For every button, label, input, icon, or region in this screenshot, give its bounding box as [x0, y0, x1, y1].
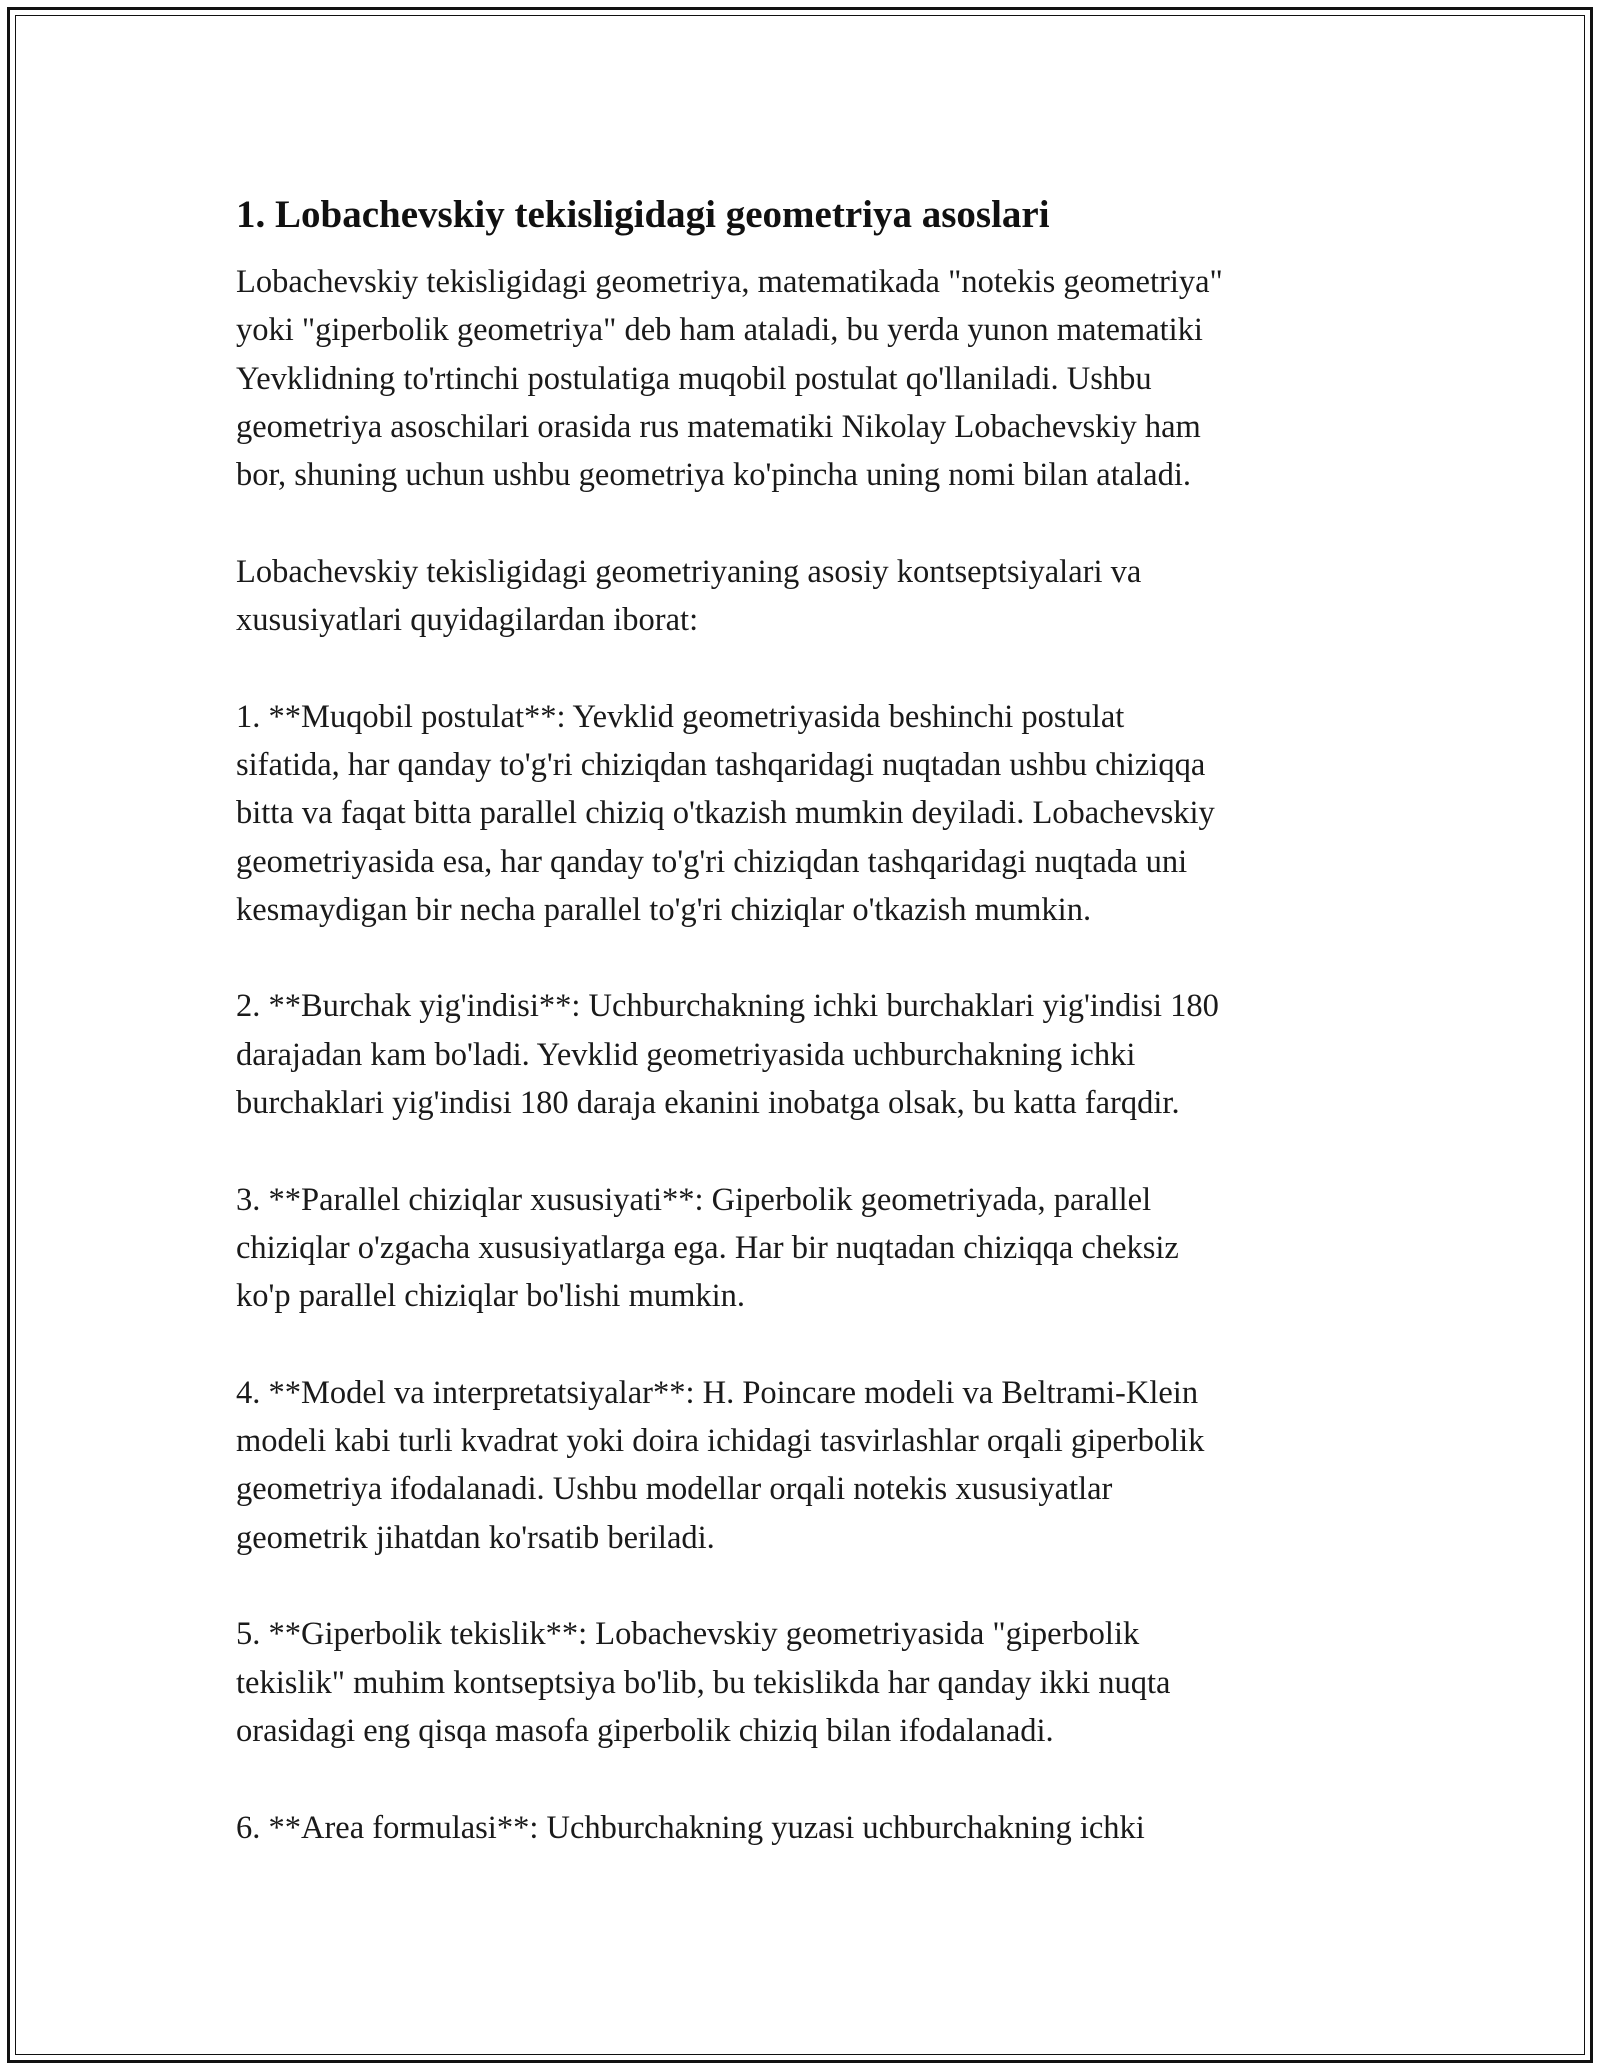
list-item-1: 1. **Muqobil postulat**: Yevklid geometriyasida beshinchi postulat sifatida, har qanday to'g'ri chiziqdan tashqaridagi nuqtadan ushbu chiziqqa bitta va faqat bitta parallel chiziq o'tkazish mumkin deyiladi. Lobachevskiy geometriyasida esa, har qanday to'g'ri chiziqdan tashqaridagi nuqtada uni kesmaydigan bir necha parallel to'g'ri chiziqlar o'tkazish mumkin. [236, 698, 1215, 928]
list-item-5: 5. **Giperbolik tekislik**: Lobachevskiy geometriyasida "giperbolik tekislik" muhim kontseptsiya bo'lib, bu tekislikda har qanday ikki nuqta orasidagi eng qisqa masofa giperbolik chiziq bilan ifodalanadi. [236, 1616, 1171, 1749]
list-item-2: 2. **Burchak yig'indisi**: Uchburchakning ichki burchaklari yig'indisi 180 darajadan kam bo'ladi. Yevklid geometriyasida uchburchakning ichki burchaklari yig'indisi 180 daraja ekanini inobatga olsak, bu katta farqdir. [236, 988, 1219, 1122]
list-item-3: 3. **Parallel chiziqlar xususiyati**: Giperbolik geometriyada, parallel chiziqlar o'zgacha xususiyatlarga ega. Har bir nuqtadan chiziqqa cheksiz ko'p parallel chiziqlar bo'lishi mumkin. [236, 1181, 1179, 1315]
document-body [236, 190, 1366, 1852]
list-item-6: 6. **Area formulasi**: Uchburchakning yuzasi uchburchakning ichki [236, 1809, 1145, 1846]
paragraph-intro: Lobachevskiy tekisligidagi geometriya, matematikada "notekis geometriya" yoki "giperbolik geometriya" deb ham ataladi, bu yerda yunon matematiki Yevklidning to'rtinchi postulatiga muqobil postulat qo'llaniladi. Ushbu geometriya asoschilari orasida rus matematiki Nikolay Lobachevskiy ham bor, shuning uchun ushbu geometriya ko'pincha uning nomi bilan ataladi. [236, 264, 1223, 494]
paragraph-overview: Lobachevskiy tekisligidagi geometriyaning asosiy kontseptsiyalari va xususiyatlari quyidagilardan iborat: [236, 553, 1142, 639]
document-title: 1. Lobachevskiy tekisligidagi geometriya asoslari [236, 193, 1050, 236]
list-item-4: 4. **Model va interpretatsiyalar**: H. Poincare modeli va Beltrami-Klein modeli kabi turli kvadrat yoki doira ichidagi tasvirlashlar orqali giperbolik geometriya ifodalanadi. Ushbu modellar orqali notekis xususiyatlar geometrik jihatdan ko'rsatib beriladi. [236, 1374, 1205, 1556]
